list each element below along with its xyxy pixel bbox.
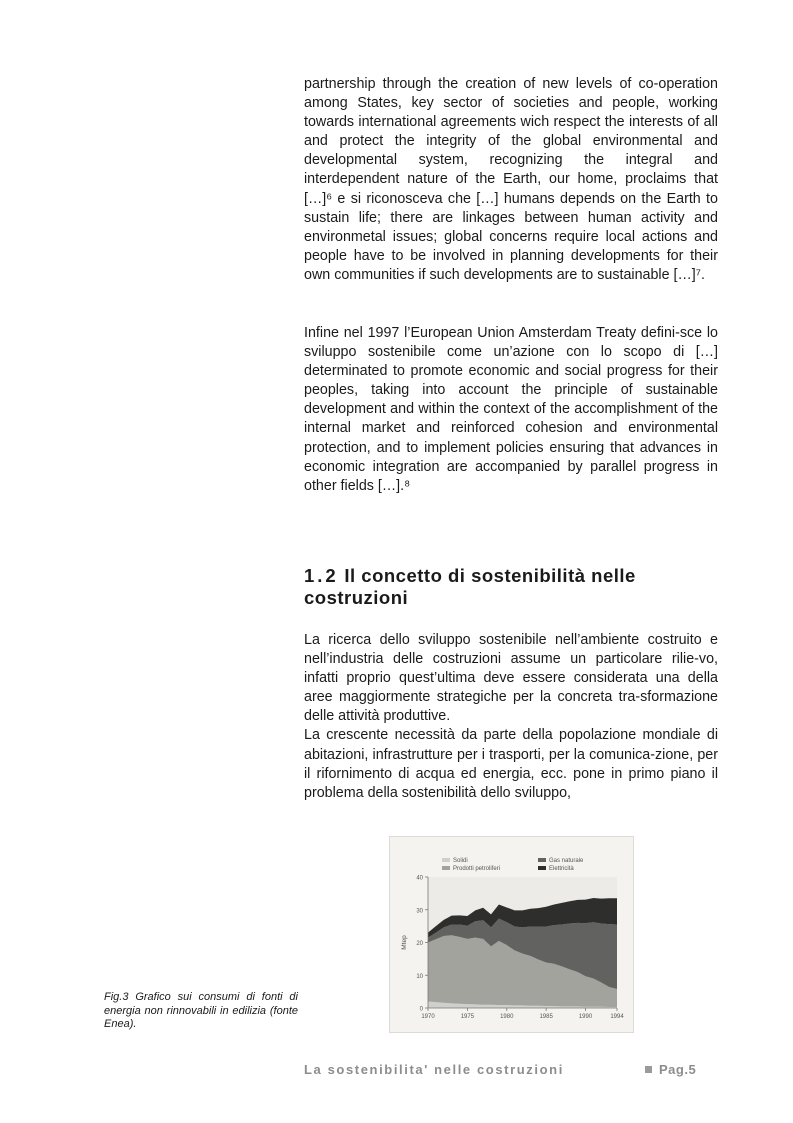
paragraph-sentence-1: La ricerca dello sviluppo sostenibile nell’ambiente costruito e nell’industria delle costruzioni assume un particolare rilie-vo, infatti proprio quest’ultima deve essere considerata una della aree maggiormente strategiche per la concreta tra-sformazione delle attività produttive. bbox=[304, 632, 718, 725]
section-heading bbox=[304, 565, 718, 609]
footer-title: La sostenibilita' nelle costruzioni bbox=[304, 1062, 564, 1077]
body-paragraph-construction bbox=[304, 631, 718, 803]
legend-swatch bbox=[538, 866, 546, 870]
x-tick-label: 1975 bbox=[460, 1014, 475, 1020]
x-tick-label: 1994 bbox=[610, 1014, 624, 1020]
y-tick-label: 20 bbox=[416, 941, 423, 947]
legend-swatch bbox=[442, 866, 450, 870]
section-title: Il concetto di sostenibilità nelle costruzioni bbox=[304, 565, 636, 608]
y-axis-label: Mtep bbox=[401, 935, 408, 950]
figure-caption: Fig.3 Grafico sui consumi di fonti di energia non rinnovabili in edilizia (fonte Enea). bbox=[104, 991, 298, 1031]
y-tick-label: 40 bbox=[416, 875, 423, 882]
energy-chart bbox=[390, 837, 633, 1032]
y-tick-label: 30 bbox=[416, 908, 423, 915]
x-tick-label: 1990 bbox=[578, 1014, 593, 1020]
legend-swatch bbox=[442, 858, 450, 862]
legend-swatch bbox=[538, 858, 546, 862]
x-tick-label: 1985 bbox=[539, 1014, 553, 1020]
legend-label: Elettricità bbox=[549, 866, 574, 872]
footer-bullet-icon bbox=[645, 1066, 652, 1073]
y-tick-label: 10 bbox=[416, 973, 423, 980]
energy-consumption-figure bbox=[389, 836, 634, 1033]
legend-label: Prodotti petroliferi bbox=[453, 866, 501, 872]
x-tick-label: 1970 bbox=[421, 1014, 435, 1020]
page-number: Pag.5 bbox=[659, 1062, 697, 1077]
section-number: 1.2 bbox=[304, 565, 339, 586]
x-tick-label: 1980 bbox=[500, 1014, 514, 1020]
body-paragraph-quote: partnership through the creation of new levels of co-operation among States, key sector of societies and people, working towards international agreements wich respect the interests of all and protect the integrity of the global environmental and developmental system, recognizing the integral and interdependent nature of the Earth, our home, proclaims that […]⁶ e si riconosceva che […] humans depends on the Earth to sustain life; there are linkages between human activity and environmetal issues; global concerns require local actions and people have to be involved in planning developments for their own communities if such developments are to sustainable […]⁷. bbox=[304, 76, 718, 283]
body-paragraph-amsterdam-treaty: Infine nel 1997 l’European Union Amsterdam Treaty defini-sce lo sviluppo sostenibile come un’azione con lo scopo di […] determinated to promote economic and social progress for their peoples, taking into account the principle of sustainable development and within the context of the accomplishment of the internal market and reinforced cohesion and environmental protection, and to implement policies ensuring that advances in economic integration are accompanied by parallel progress in other fields […].⁸ bbox=[304, 325, 718, 494]
y-tick-label: 0 bbox=[419, 1006, 423, 1013]
legend-label: Gas naturale bbox=[549, 858, 584, 864]
legend-label: Solidi bbox=[453, 858, 468, 864]
paragraph-sentence-2: La crescente necessità da parte della popolazione mondiale di abitazioni, infrastrutture per i trasporti, per la comunica-zione, per il rifornimento di acqua ed energia, ecc. pone in primo piano il problema della sostenibilità dello sviluppo, bbox=[304, 727, 718, 801]
